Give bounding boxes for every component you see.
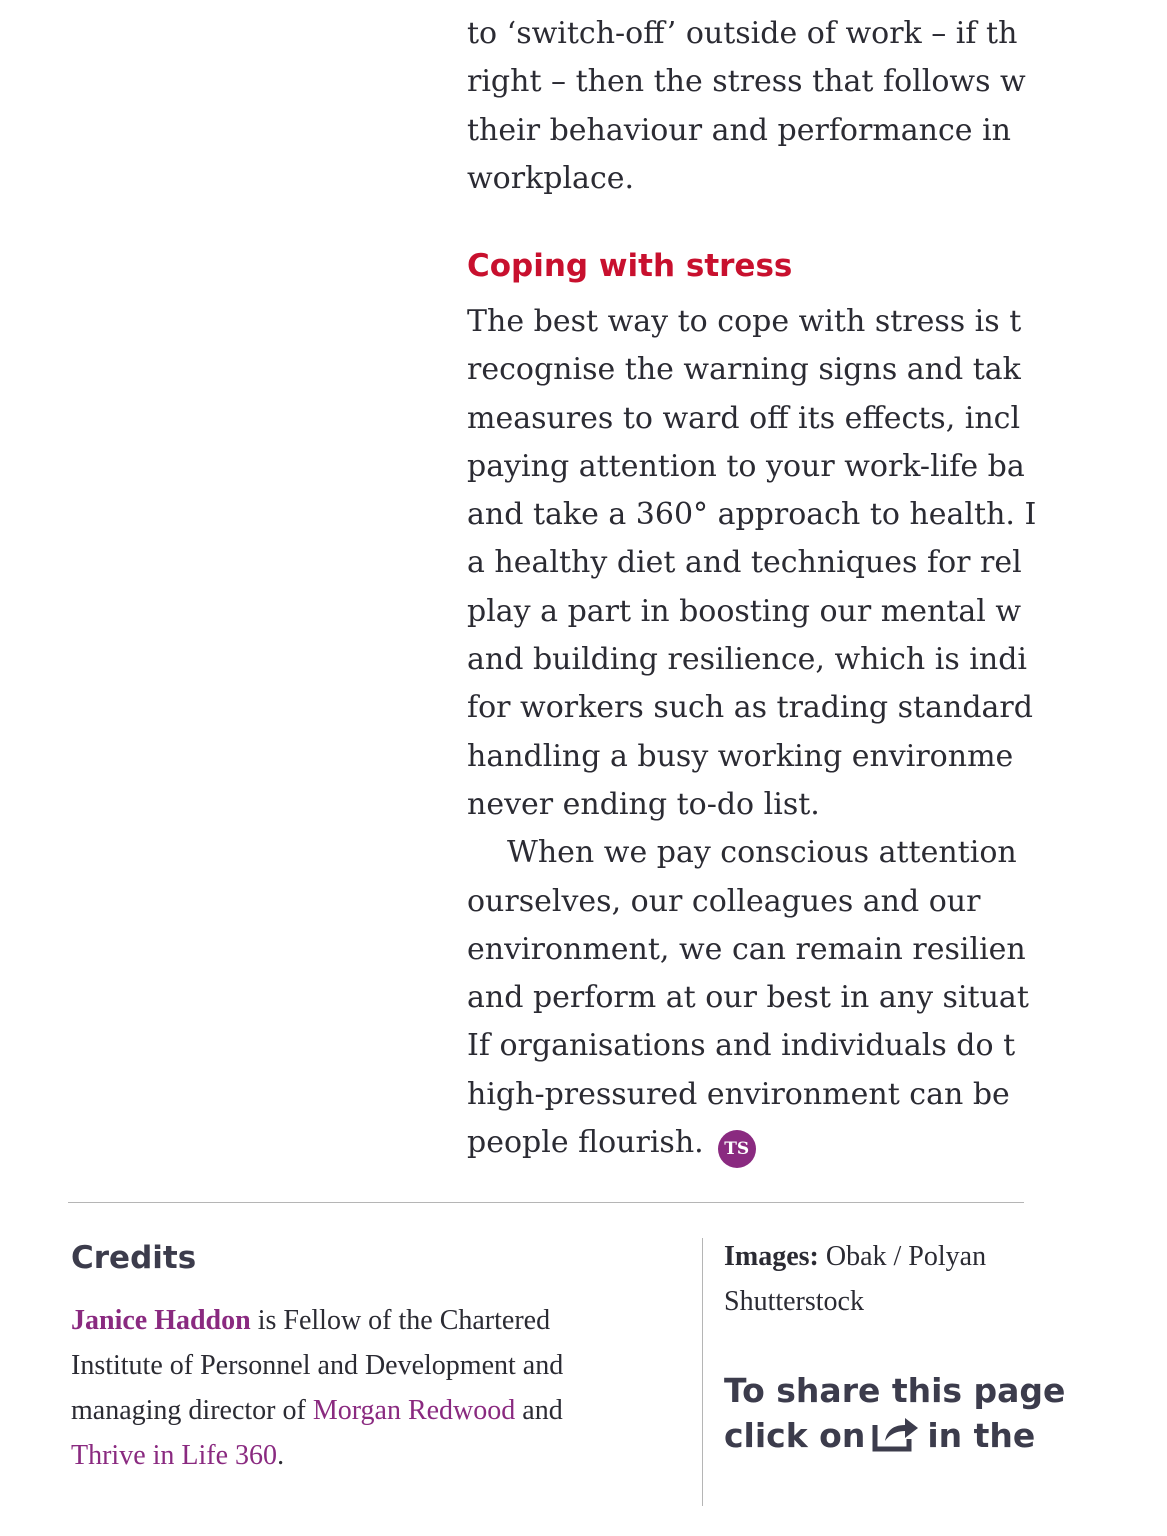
credits-text: and	[515, 1395, 563, 1426]
images-credit-line: Shutterstock	[724, 1286, 864, 1317]
share-line	[724, 1413, 1124, 1464]
article-line: and take a 360° approach to health. I	[467, 497, 1037, 533]
article-line: play a part in boosting our mental w	[467, 593, 1022, 629]
article-line: to ‘switch-off’ outside of work – if th	[467, 16, 1018, 51]
article-line: right – then the stress that follows w	[467, 64, 1026, 100]
credits-line	[71, 1388, 691, 1433]
share-instructions	[724, 1368, 1124, 1464]
credits-body	[71, 1298, 691, 1478]
ts-end-badge-icon: TS	[718, 1130, 756, 1168]
section-divider	[68, 1202, 1024, 1203]
images-credit	[724, 1234, 1124, 1324]
article-line: and perform at our best in any situat	[467, 980, 1029, 1016]
article-paragraph-1	[467, 298, 1167, 1167]
article-line: their behaviour and performance in	[467, 112, 1011, 148]
credits-line	[71, 1433, 691, 1478]
credits-text: is Fellow of the Chartered	[250, 1305, 551, 1336]
credits-line	[71, 1298, 691, 1343]
article-line: measures to ward off its effects, incl	[467, 400, 1021, 436]
article-last-line	[467, 1119, 1167, 1167]
share-line: To share this page	[724, 1371, 1066, 1410]
morgan-redwood-link[interactable]: Morgan Redwood	[312, 1395, 516, 1426]
article-line: paying attention to your work-life ba	[467, 448, 1025, 484]
images-label: Images:	[724, 1241, 819, 1272]
article-line: When we pay conscious attention	[507, 835, 1017, 871]
credits-text: .	[277, 1440, 285, 1471]
column-divider	[702, 1238, 703, 1506]
article-line: If organisations and individuals do t	[467, 1028, 1016, 1064]
article-line: ourselves, our colleagues and our	[467, 883, 981, 919]
article-line: and building resilience, which is indi	[467, 642, 1027, 678]
article-line: for workers such as trading standard	[467, 690, 1033, 726]
article-line: The best way to cope with stress is t	[467, 304, 1022, 339]
images-credit-text: Obak / Polyan	[818, 1241, 987, 1272]
article-line: handling a busy working environme	[467, 738, 1014, 774]
article-line: never ending to-do list.	[467, 786, 820, 822]
thrive-in-life-link[interactable]: Thrive in Life 360	[71, 1440, 278, 1471]
article-line: high-pressured environment can be	[467, 1076, 1010, 1112]
article-body	[467, 0, 1167, 203]
share-icon[interactable]	[871, 1415, 921, 1464]
article-line-text: people flourish.	[467, 1125, 704, 1161]
section-heading: Coping with stress	[467, 248, 793, 284]
credits-title: Credits	[71, 1240, 197, 1276]
article-line: recognise the warning signs and tak	[467, 352, 1021, 388]
author-name-link[interactable]: Janice Haddon	[71, 1305, 251, 1336]
article-line: workplace.	[467, 160, 635, 196]
share-text: in the	[927, 1416, 1036, 1455]
credits-text: managing director of	[71, 1395, 313, 1426]
images-credit-line	[724, 1234, 1124, 1279]
article-line: a healthy diet and techniques for rel	[467, 545, 1022, 581]
share-text: click on	[724, 1416, 866, 1455]
credits-line: Institute of Personnel and Development and	[71, 1350, 564, 1381]
article-line: environment, we can remain resilien	[467, 931, 1026, 967]
